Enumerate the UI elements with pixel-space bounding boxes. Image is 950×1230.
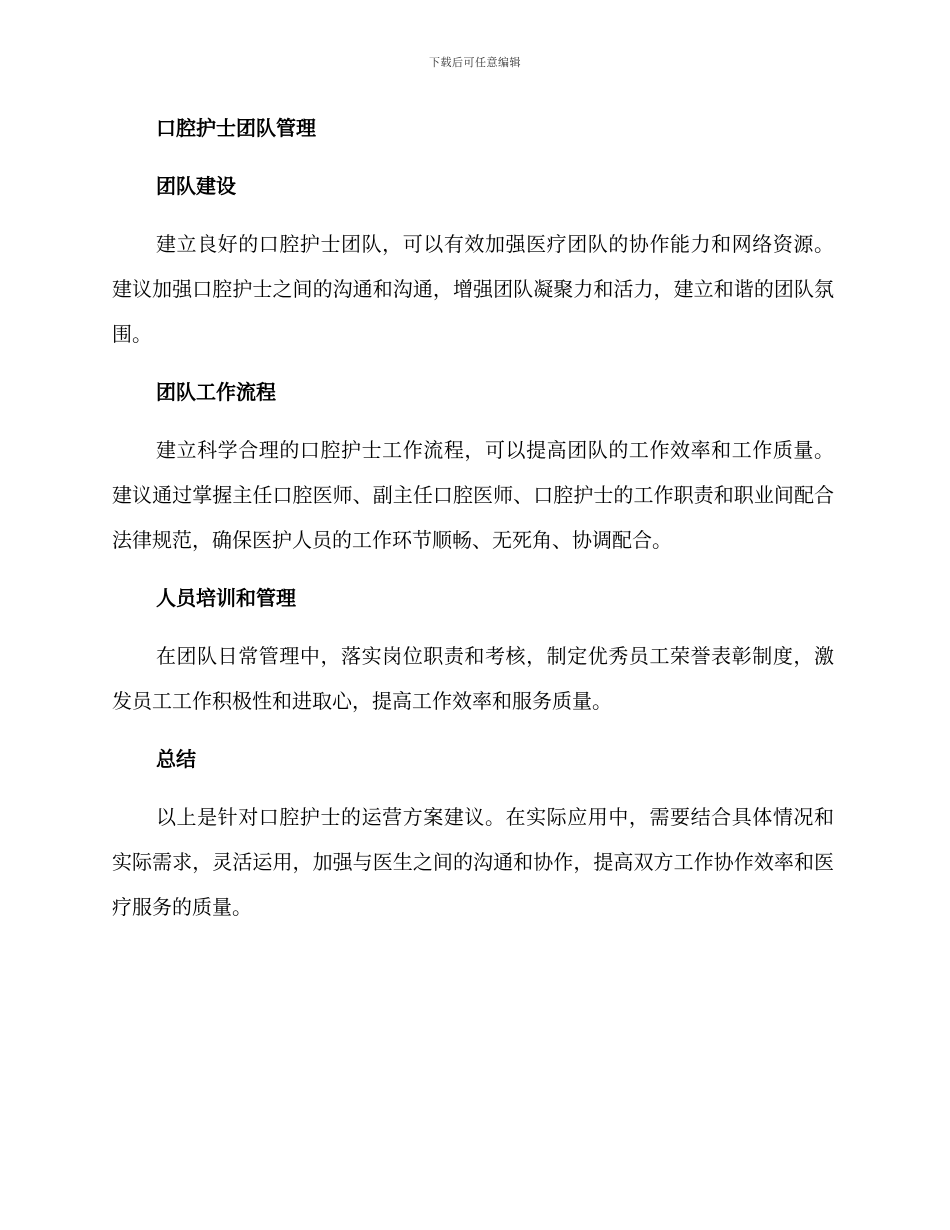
page-header: 下载后可任意编辑 (429, 56, 521, 69)
section-heading: 人员培训和管理 (156, 586, 296, 610)
section-paragraph: 以上是针对口腔护士的运营方案建议。在实际应用中，需要结合具体情况和实际需求，灵活运用，加强与医生之间的沟通和协作，提高双方工作协作效率和医疗服务的质量。 (112, 805, 834, 919)
section-paragraph: 建立良好的口腔护士团队，可以有效加强医疗团队的协作能力和网络资源。建议加强口腔护士之间的沟通和沟通，增强团队凝聚力和活力，建立和谐的团队氛围。 (112, 232, 834, 346)
document-body (112, 112, 834, 949)
section-heading: 团队工作流程 (156, 380, 276, 404)
section-paragraph: 在团队日常管理中，落实岗位职责和考核，制定优秀员工荣誉表彰制度，激发员工工作积极性和进取心，提高工作效率和服务质量。 (112, 644, 834, 713)
section-paragraph: 建立科学合理的口腔护士工作流程，可以提高团队的工作效率和工作质量。建议通过掌握主任口腔医师、副主任口腔医师、口腔护士的工作职责和职业间配合法律规范，确保医护人员的工作环节顺畅、无死角、协调配合。 (112, 438, 834, 552)
document-title: 口腔护士团队管理 (156, 116, 316, 140)
section-heading: 总结 (156, 747, 196, 771)
section-heading: 团队建设 (156, 174, 236, 198)
